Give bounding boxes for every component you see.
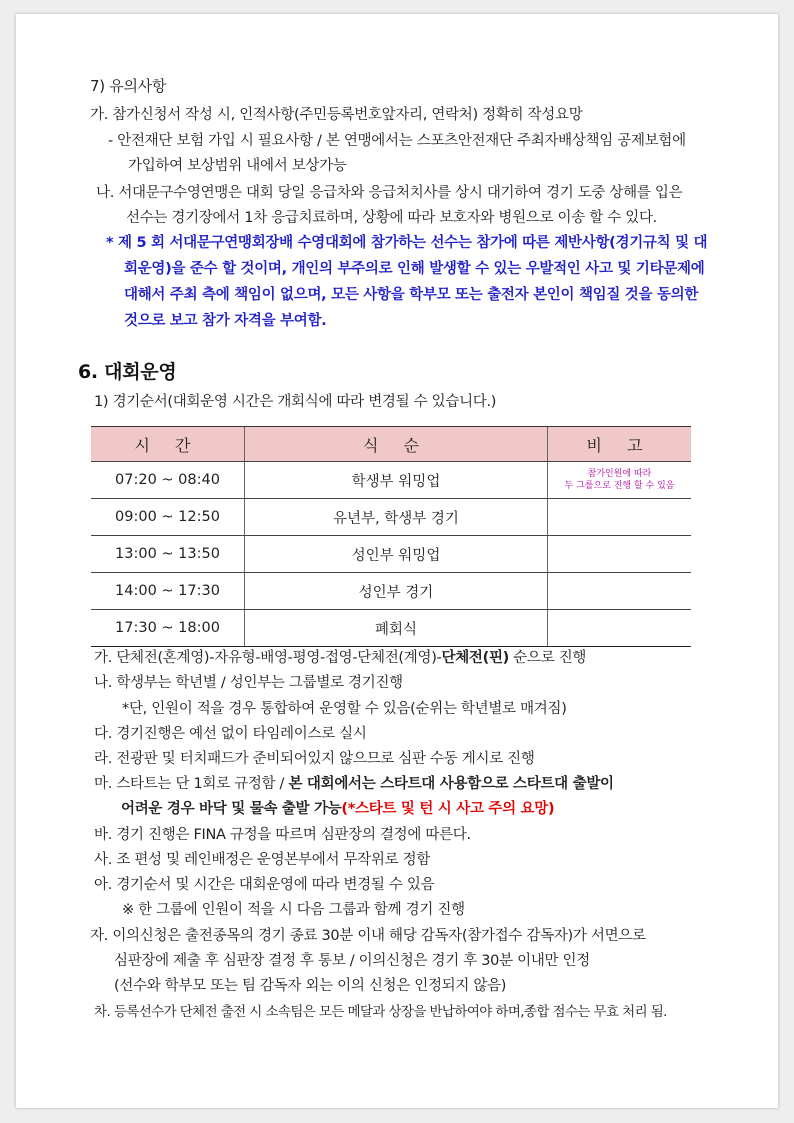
rule-ja-3: (선수와 학부모 또는 팀 감독자 외는 이의 신청은 인정되지 않음): [114, 978, 507, 994]
time-cell: 07:20 ~ 08:40: [91, 462, 245, 499]
rule-ma-text: 마. 스타트는 단 1회로 규정함 /: [94, 776, 289, 792]
rule-ma-bold-2: 어려운 경우 바닥 및 물속 출발 가능: [121, 801, 342, 817]
rule-ja-2: 심판장에 제출 후 심판장 결정 후 통보 / 이의신청은 경기 후 30분 이내만 인정: [114, 953, 590, 969]
rule-ga-text: 가. 단체전(혼계영)-자유형-배영-평영-접영-단체전(계영)-: [94, 650, 442, 666]
rule-ga-bold: 단체전(핀): [441, 650, 509, 666]
event-cell: 유년부, 학생부 경기: [245, 499, 548, 536]
section-subheading: 1) 경기순서(대회운영 시간은 개회식에 따라 변경될 수 있습니다.): [94, 394, 497, 410]
table-row: [91, 610, 691, 647]
note-cell: [548, 610, 692, 647]
note-ga-sub-2: 가입하여 보상범위 내에서 보상가능: [128, 158, 347, 174]
disclaimer-line-4: 것으로 보고 참가 자격을 부여함.: [124, 313, 327, 329]
time-cell: 17:30 ~ 18:00: [91, 610, 245, 647]
note-ga-sub-1: - 안전재단 보험 가입 시 필요사항 / 본 연맹에서는 스포츠안전재단 주최자배상책임 공제보험에: [108, 133, 686, 149]
header-note: 비 고: [548, 427, 692, 462]
note-cell: [548, 499, 692, 536]
table-row: [91, 499, 691, 536]
event-cell: 성인부 워밍업: [245, 536, 548, 573]
disclaimer-line-2: 회운영)을 준수 할 것이며, 개인의 부주의로 인해 발생할 수 있는 우발적인 사고 및 기타문제에: [124, 261, 705, 277]
rule-a: 아. 경기순서 및 시간은 대회운영에 따라 변경될 수 있음: [94, 877, 435, 893]
time-cell: 09:00 ~ 12:50: [91, 499, 245, 536]
rule-cha: 차. 등록선수가 단체전 출전 시 소속팀은 모든 메달과 상장을 반납하여야 하며,종합 점수는 무효 처리 됨.: [94, 1004, 667, 1020]
table-row: [91, 573, 691, 610]
note-line-1: 참가인원에 따라: [587, 469, 652, 479]
disclaimer-line-1: * 제 5 회 서대문구연맹회장배 수영대회에 참가하는 선수는 참가에 따른 제반사항(경기규칙 및 대: [106, 235, 708, 251]
event-cell: 성인부 경기: [245, 573, 548, 610]
rule-ma-2: [121, 799, 554, 819]
rule-na-sub: *단, 인원이 적을 경우 통합하여 운영할 수 있음(순위는 학년별로 매겨짐): [122, 701, 567, 717]
rule-a-sub: ※ 한 그룹에 인원이 적을 시 다음 그룹과 함께 경기 진행: [122, 902, 465, 918]
note-na-1: 나. 서대문구수영연맹은 대회 당일 응급차와 응급처치사를 상시 대기하여 경기 도중 상해를 입은: [96, 185, 683, 201]
event-cell: 학생부 워밍업: [245, 462, 548, 499]
rule-ra: 라. 전광판 및 터치패드가 준비되어있지 않으므로 심판 수동 게시로 진행: [94, 751, 535, 767]
time-cell: 14:00 ~ 17:30: [91, 573, 245, 610]
note-cell: [548, 462, 692, 499]
note-ga: 가. 참가신청서 작성 시, 인적사항(주민등록번호앞자리, 연락처) 정확히 작성요망: [90, 107, 583, 123]
note-na-2: 선수는 경기장에서 1차 응급치료하며, 상황에 따라 보호자와 병원으로 이송 할 수 있다.: [126, 210, 657, 226]
rule-ga: [94, 648, 586, 668]
rule-na: 나. 학생부는 학년별 / 성인부는 그룹별로 경기진행: [94, 675, 403, 691]
notes-heading: 7) 유의사항: [90, 77, 167, 95]
event-cell: 폐회식: [245, 610, 548, 647]
schedule-header-row: [91, 427, 691, 462]
header-time: 시 간: [91, 427, 245, 462]
schedule-table: [91, 426, 691, 647]
note-line-2: 두 그룹으로 진행 할 수 있음: [564, 481, 675, 491]
rule-da: 다. 경기진행은 예선 없이 타임레이스로 실시: [94, 726, 367, 742]
time-cell: 13:00 ~ 13:50: [91, 536, 245, 573]
note-cell: [548, 536, 692, 573]
document-page: [16, 14, 778, 1108]
rule-ma-1: [94, 774, 614, 794]
table-row: [91, 536, 691, 573]
rule-ma-warning: (*스타트 및 턴 시 사고 주의 요망): [341, 801, 555, 817]
table-row: [91, 462, 691, 499]
header-event: 식 순: [245, 427, 548, 462]
rule-ga-tail: 순으로 진행: [508, 650, 587, 666]
note-cell: [548, 573, 692, 610]
rule-ba: 바. 경기 진행은 FINA 규정을 따르며 심판장의 결정에 따른다.: [94, 827, 471, 843]
rule-ja-1: 자. 이의신청은 출전종목의 경기 종료 30분 이내 해당 감독자(참가접수 감독자)가 서면으로: [90, 928, 646, 944]
rule-ma-bold: 본 대회에서는 스타트대 사용함으로 스타트대 출발이: [288, 776, 614, 792]
section-heading: 6. 대회운영: [78, 361, 177, 383]
rule-sa: 사. 조 편성 및 레인배정은 운영본부에서 무작위로 정함: [94, 852, 431, 868]
disclaimer-line-3: 대해서 주최 측에 책임이 없으며, 모든 사항을 학부모 또는 출전자 본인이 책임질 것을 동의한: [124, 287, 699, 303]
